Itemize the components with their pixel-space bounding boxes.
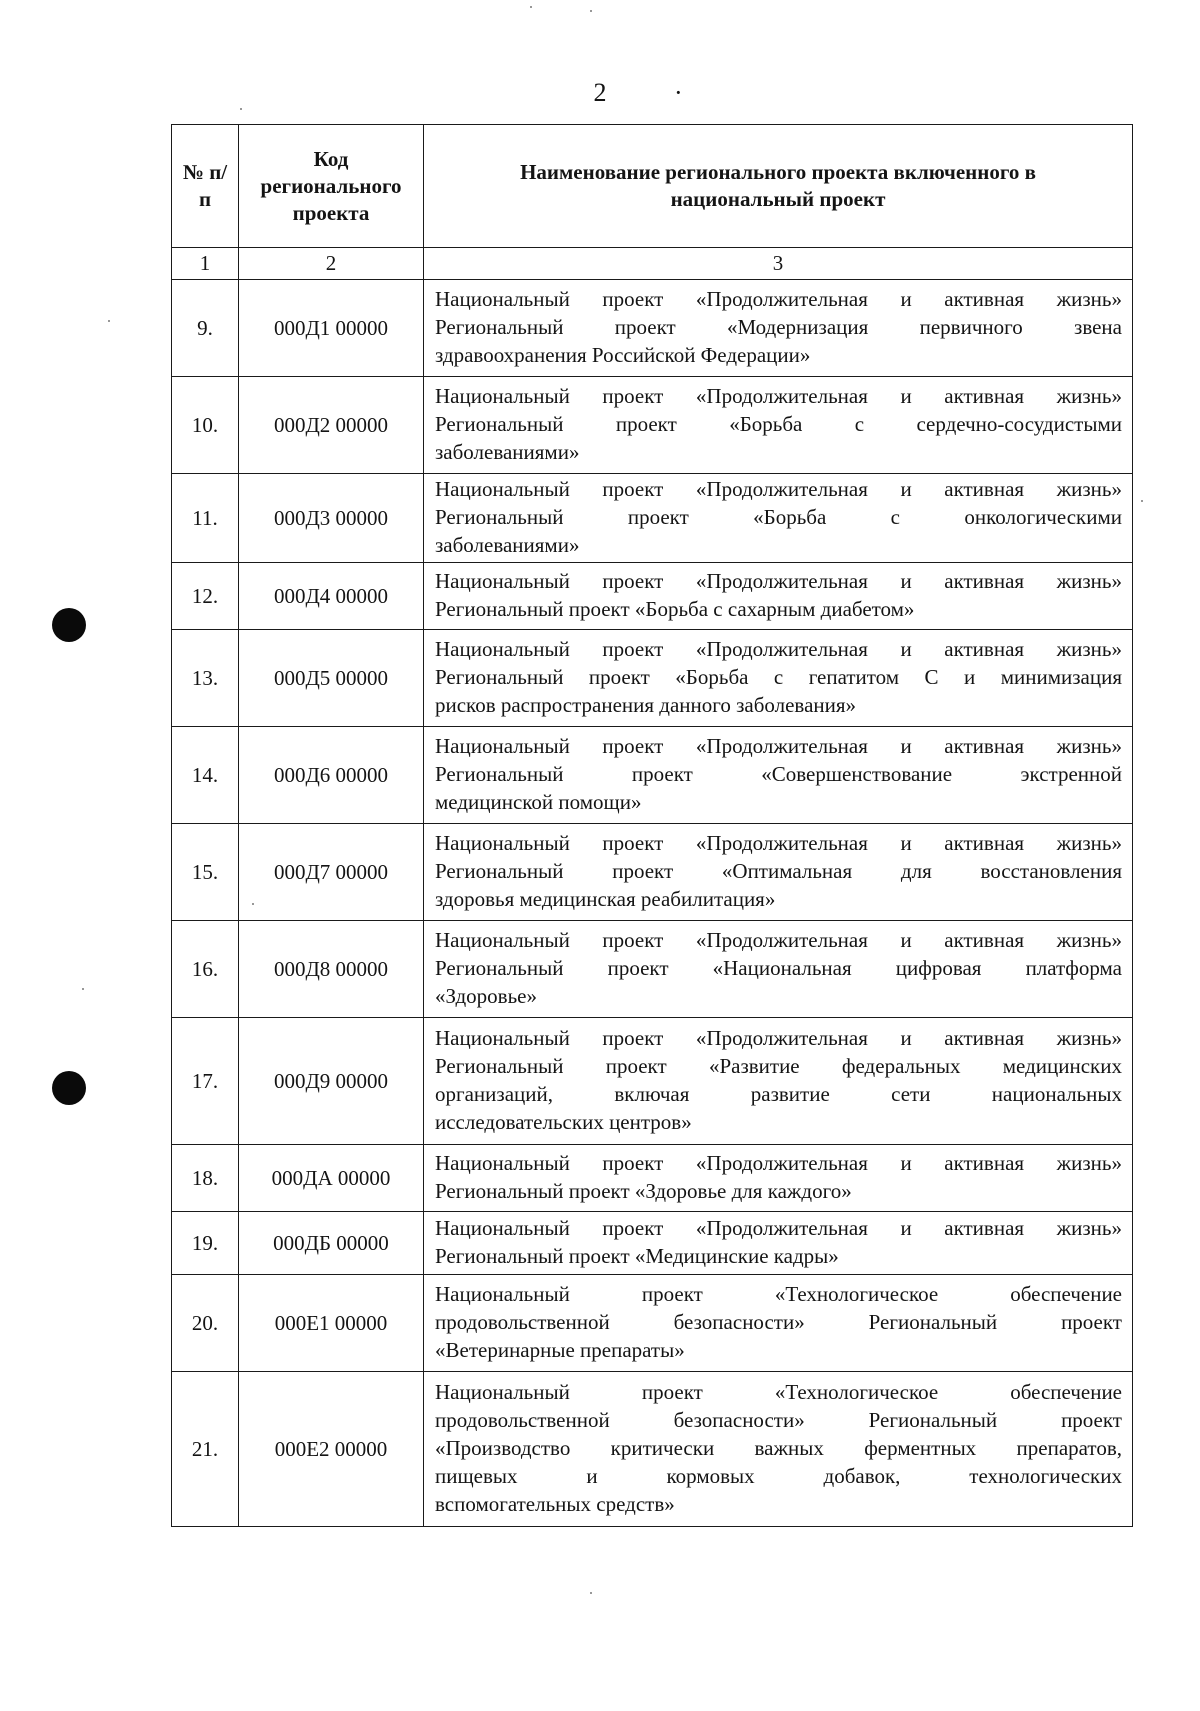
- row-number: 15.: [172, 824, 239, 921]
- table-row: [172, 563, 1133, 630]
- column-number: 2: [239, 248, 424, 280]
- project-name-line: вспомогательных средств»: [435, 1492, 675, 1516]
- project-name: [424, 727, 1133, 824]
- project-name-line: Национальный проект «Продолжительная и активная жизнь»: [435, 569, 1122, 593]
- scan-speck: [530, 6, 532, 8]
- project-name-line: заболеваниями»: [435, 533, 580, 557]
- project-name-line: Национальный проект «Продолжительная и активная жизнь»: [435, 637, 1122, 661]
- project-name: [424, 1275, 1133, 1372]
- scan-speck: [590, 1592, 592, 1594]
- project-name-line: «Здоровье»: [435, 984, 537, 1008]
- project-name: [424, 280, 1133, 377]
- project-name-line: Региональный проект «Борьба с онкологическими: [435, 505, 1122, 529]
- table-row: [172, 280, 1133, 377]
- project-name-line: Региональный проект «Борьба с сердечно-сосудистыми: [435, 412, 1122, 436]
- project-name: [424, 1372, 1133, 1527]
- table-header-row: [172, 125, 1133, 248]
- project-code: 000ДБ 00000: [239, 1212, 424, 1275]
- project-name-line: Региональный проект «Медицинские кадры»: [435, 1244, 839, 1268]
- project-code: 000Е1 00000: [239, 1275, 424, 1372]
- project-name-line: Региональный проект «Модернизация первичного звена: [435, 315, 1122, 339]
- project-name-line: здоровья медицинская реабилитация»: [435, 887, 776, 911]
- project-code: 000Д2 00000: [239, 377, 424, 474]
- project-name: [424, 630, 1133, 727]
- project-name-line: Региональный проект «Здоровье для каждого»: [435, 1179, 852, 1203]
- project-code: 000Д7 00000: [239, 824, 424, 921]
- project-name: [424, 474, 1133, 563]
- regional-projects-table: [171, 124, 1133, 1527]
- project-name-line: Национальный проект «Продолжительная и активная жизнь»: [435, 384, 1122, 408]
- project-name-line: Национальный проект «Технологическое обеспечение: [435, 1380, 1122, 1404]
- project-name: [424, 824, 1133, 921]
- table-row: [172, 727, 1133, 824]
- row-number: 14.: [172, 727, 239, 824]
- project-name-line: Региональный проект «Совершенствование экстренной: [435, 762, 1122, 786]
- project-name-line: медицинской помощи»: [435, 790, 642, 814]
- project-code: 000Д4 00000: [239, 563, 424, 630]
- project-name-line: Национальный проект «Продолжительная и активная жизнь»: [435, 1216, 1122, 1240]
- project-code: 000Д6 00000: [239, 727, 424, 824]
- table-row: [172, 921, 1133, 1018]
- column-number: 1: [172, 248, 239, 280]
- project-name-line: Региональный проект «Оптимальная для восстановления: [435, 859, 1122, 883]
- project-name-line: Национальный проект «Технологическое обеспечение: [435, 1282, 1122, 1306]
- project-code: 000Д9 00000: [239, 1018, 424, 1145]
- column-numbers-row: [172, 248, 1133, 280]
- project-name-line: «Производство критически важных ферментных препаратов,: [435, 1436, 1122, 1460]
- row-number: 11.: [172, 474, 239, 563]
- project-name-line: Национальный проект «Продолжительная и активная жизнь»: [435, 928, 1122, 952]
- project-code: 000Д1 00000: [239, 280, 424, 377]
- project-name-line: Национальный проект «Продолжительная и активная жизнь»: [435, 287, 1122, 311]
- row-number: 17.: [172, 1018, 239, 1145]
- project-name: [424, 377, 1133, 474]
- project-name-line: продовольственной безопасности» Региональный проект: [435, 1310, 1122, 1334]
- scan-speck: [1141, 500, 1143, 502]
- row-number: 16.: [172, 921, 239, 1018]
- page-number: [0, 78, 1200, 108]
- project-name-line: Региональный проект «Борьба с сахарным диабетом»: [435, 597, 915, 621]
- project-name-line: исследовательских центров»: [435, 1110, 692, 1134]
- table-row: [172, 824, 1133, 921]
- row-number: 19.: [172, 1212, 239, 1275]
- table-row: [172, 1018, 1133, 1145]
- project-name: [424, 1145, 1133, 1212]
- row-number: 12.: [172, 563, 239, 630]
- project-name-line: Региональный проект «Развитие федеральных медицинских: [435, 1054, 1122, 1078]
- table-row: [172, 1275, 1133, 1372]
- project-name: [424, 1018, 1133, 1145]
- page-number-text: 2: [593, 78, 607, 107]
- project-name-line: Национальный проект «Продолжительная и активная жизнь»: [435, 1151, 1122, 1175]
- project-name-line: рисков распространения данного заболевания»: [435, 693, 857, 717]
- project-name: [424, 563, 1133, 630]
- project-name-line: организаций, включая развитие сети национальных: [435, 1082, 1122, 1106]
- project-name-line: заболеваниями»: [435, 440, 580, 464]
- project-code: 000Д5 00000: [239, 630, 424, 727]
- row-number: 20.: [172, 1275, 239, 1372]
- project-name-line: Национальный проект «Продолжительная и активная жизнь»: [435, 831, 1122, 855]
- scan-speck: [82, 988, 84, 990]
- page-number-mark: ·: [674, 78, 683, 107]
- project-code: 000Д8 00000: [239, 921, 424, 1018]
- column-number: 3: [424, 248, 1133, 280]
- scan-speck: [108, 320, 110, 322]
- row-number: 13.: [172, 630, 239, 727]
- row-number: 9.: [172, 280, 239, 377]
- binder-hole-top: [52, 608, 86, 642]
- table-row: [172, 377, 1133, 474]
- header-name: Наименование регионального проекта включенного в национальный проект: [424, 125, 1133, 248]
- project-name-line: пищевых и кормовых добавок, технологических: [435, 1464, 1122, 1488]
- row-number: 18.: [172, 1145, 239, 1212]
- row-number: 10.: [172, 377, 239, 474]
- project-code: 000Е2 00000: [239, 1372, 424, 1527]
- project-name-line: здравоохранения Российской Федерации»: [435, 343, 811, 367]
- table-row: [172, 474, 1133, 563]
- binder-hole-bottom: [52, 1071, 86, 1105]
- project-name-line: Региональный проект «Национальная цифровая платформа: [435, 956, 1122, 980]
- table-row: [172, 630, 1133, 727]
- scan-speck: [590, 10, 592, 12]
- header-code: Код регионального проекта: [239, 125, 424, 248]
- project-name: [424, 1212, 1133, 1275]
- project-name-line: Национальный проект «Продолжительная и активная жизнь»: [435, 477, 1122, 501]
- project-name-line: Региональный проект «Борьба с гепатитом С и минимизация: [435, 665, 1122, 689]
- scan-speck: [240, 108, 242, 110]
- table-row: [172, 1145, 1133, 1212]
- project-name: [424, 921, 1133, 1018]
- project-name-line: Национальный проект «Продолжительная и активная жизнь»: [435, 734, 1122, 758]
- table-row: [172, 1372, 1133, 1527]
- project-code: 000Д3 00000: [239, 474, 424, 563]
- row-number: 21.: [172, 1372, 239, 1527]
- header-number: № п/п: [172, 125, 239, 248]
- table-row: [172, 1212, 1133, 1275]
- project-name-line: продовольственной безопасности» Региональный проект: [435, 1408, 1122, 1432]
- project-name-line: «Ветеринарные препараты»: [435, 1338, 685, 1362]
- project-code: 000ДА 00000: [239, 1145, 424, 1212]
- project-name-line: Национальный проект «Продолжительная и активная жизнь»: [435, 1026, 1122, 1050]
